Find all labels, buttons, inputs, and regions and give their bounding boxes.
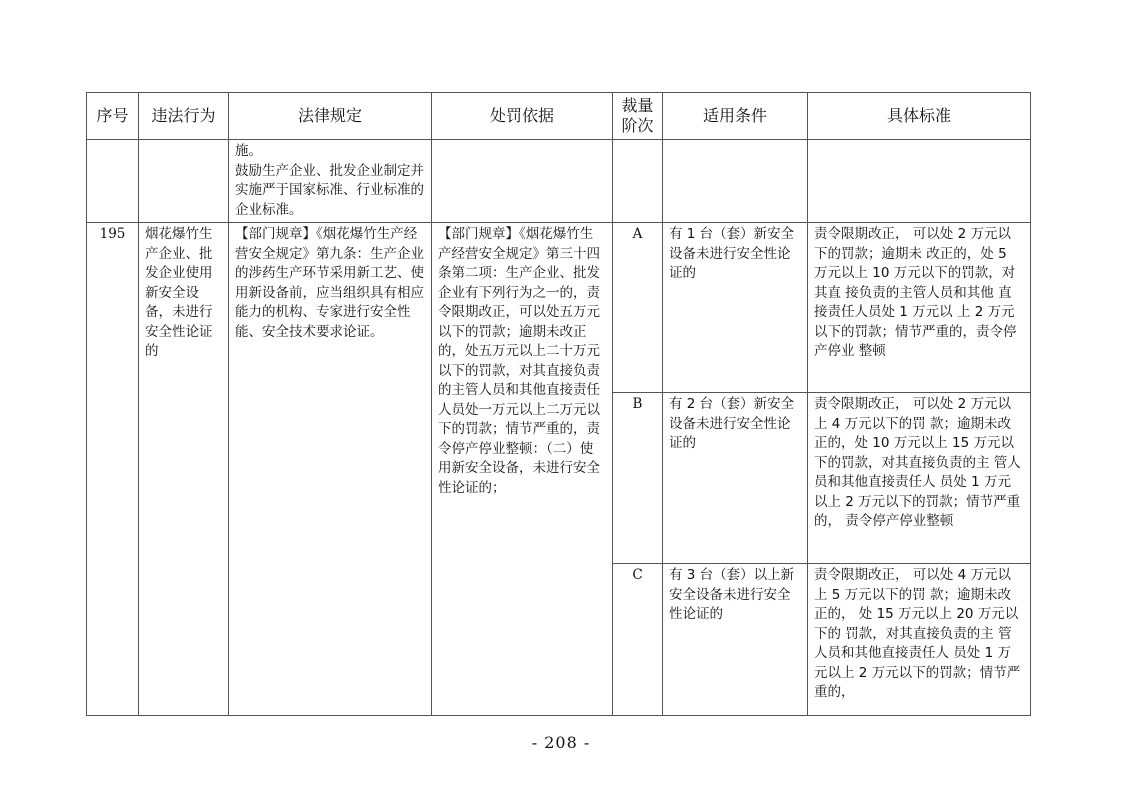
level-a-cell: A bbox=[613, 223, 663, 393]
serial-cell: 195 bbox=[87, 223, 139, 716]
cont-violation-cell bbox=[139, 140, 229, 223]
header-specific-standard: 具体标准 bbox=[808, 93, 1031, 140]
violation-cell: 烟花爆竹生产企业、批发企业使用新安全设备，未进行安全性论证的 bbox=[139, 223, 229, 716]
condition-b-cell: 有 2 台（套）新安全设备未进行安全性论证的 bbox=[663, 393, 808, 564]
level-c-cell: C bbox=[613, 564, 663, 716]
standard-c-cell: 责令限期改正， 可以处 4 万元以上 5 万元以下的罚 款；逾期未改正的， 处 15 万元以上 20 万元以下的 罚款，对其直接负责的主 管人员和其他直接责任人 员处 1 万元以上 2 万元以下的罚款；情节严重的， bbox=[808, 564, 1031, 716]
table-row-continuation bbox=[87, 140, 1031, 223]
level-b-cell: B bbox=[613, 393, 663, 564]
table-row-level-a bbox=[87, 223, 1031, 393]
cont-legal-provision-cell: 施。 鼓励生产企业、批发企业制定并实施严于国家标准、行业标准的企业标准。 bbox=[229, 140, 432, 223]
header-applicable-conditions: 适用条件 bbox=[663, 93, 808, 140]
legal-provision-cell: 【部门规章】《烟花爆竹生产经营安全规定》第九条：生产企业的涉药生产环节采用新工艺、使用新设备前，应当组织具有相应能力的机构、专家进行安全性能、安全技术要求论证。 bbox=[229, 223, 432, 716]
penalty-basis-cell: 【部门规章】《烟花爆竹生产经营安全规定》第三十四条第二项：生产企业、批发企业有下列行为之一的，责令限期改正，可以处五万元以下的罚款；逾期未改正的，处五万元以上二十万元以下的罚款，对其直接负责的主管人员和其他直接责任人员处一万元以上二万元以下的罚款；情节严重的，责令停产停业整顿：（二）使用新安全设备，未进行安全性论证的； bbox=[432, 223, 613, 716]
cont-standard-cell bbox=[808, 140, 1031, 223]
cont-level-cell bbox=[613, 140, 663, 223]
table-header-row bbox=[87, 93, 1031, 140]
cont-condition-cell bbox=[663, 140, 808, 223]
condition-a-cell: 有 1 台（套）新安全设备未进行安全性论证的 bbox=[663, 223, 808, 393]
header-penalty-basis: 处罚依据 bbox=[432, 93, 613, 140]
standard-a-cell: 责令限期改正， 可以处 2 万元以下的罚款；逾期未 改正的，处 5 万元以上 10 万元以下的罚款，对其直 接负责的主管人员和其他 直接责任人员处 1 万元以 上 2 万元以下的罚款；情节严重的，责令停产停业 整顿 bbox=[808, 223, 1031, 393]
standard-b-cell: 责令限期改正， 可以处 2 万元以上 4 万元以下的罚 款；逾期未改正的，处 10 万元以上 15 万元以下的罚款，对其直接负责的主 管人员和其他直接责任人 员处 1 万元以上 2 万元以下的罚款；情节严重的， 责令停产停业整顿 bbox=[808, 393, 1031, 564]
header-legal-provision: 法律规定 bbox=[229, 93, 432, 140]
condition-c-cell: 有 3 台（套）以上新安全设备未进行安全性论证的 bbox=[663, 564, 808, 716]
header-violation: 违法行为 bbox=[139, 93, 229, 140]
penalty-standard-table bbox=[86, 92, 1031, 716]
cont-penalty-basis-cell bbox=[432, 140, 613, 223]
header-discretion-level: 裁量 阶次 bbox=[613, 93, 663, 140]
page-number: - 208 - bbox=[531, 733, 591, 752]
header-serial: 序号 bbox=[87, 93, 139, 140]
cont-serial-cell bbox=[87, 140, 139, 223]
